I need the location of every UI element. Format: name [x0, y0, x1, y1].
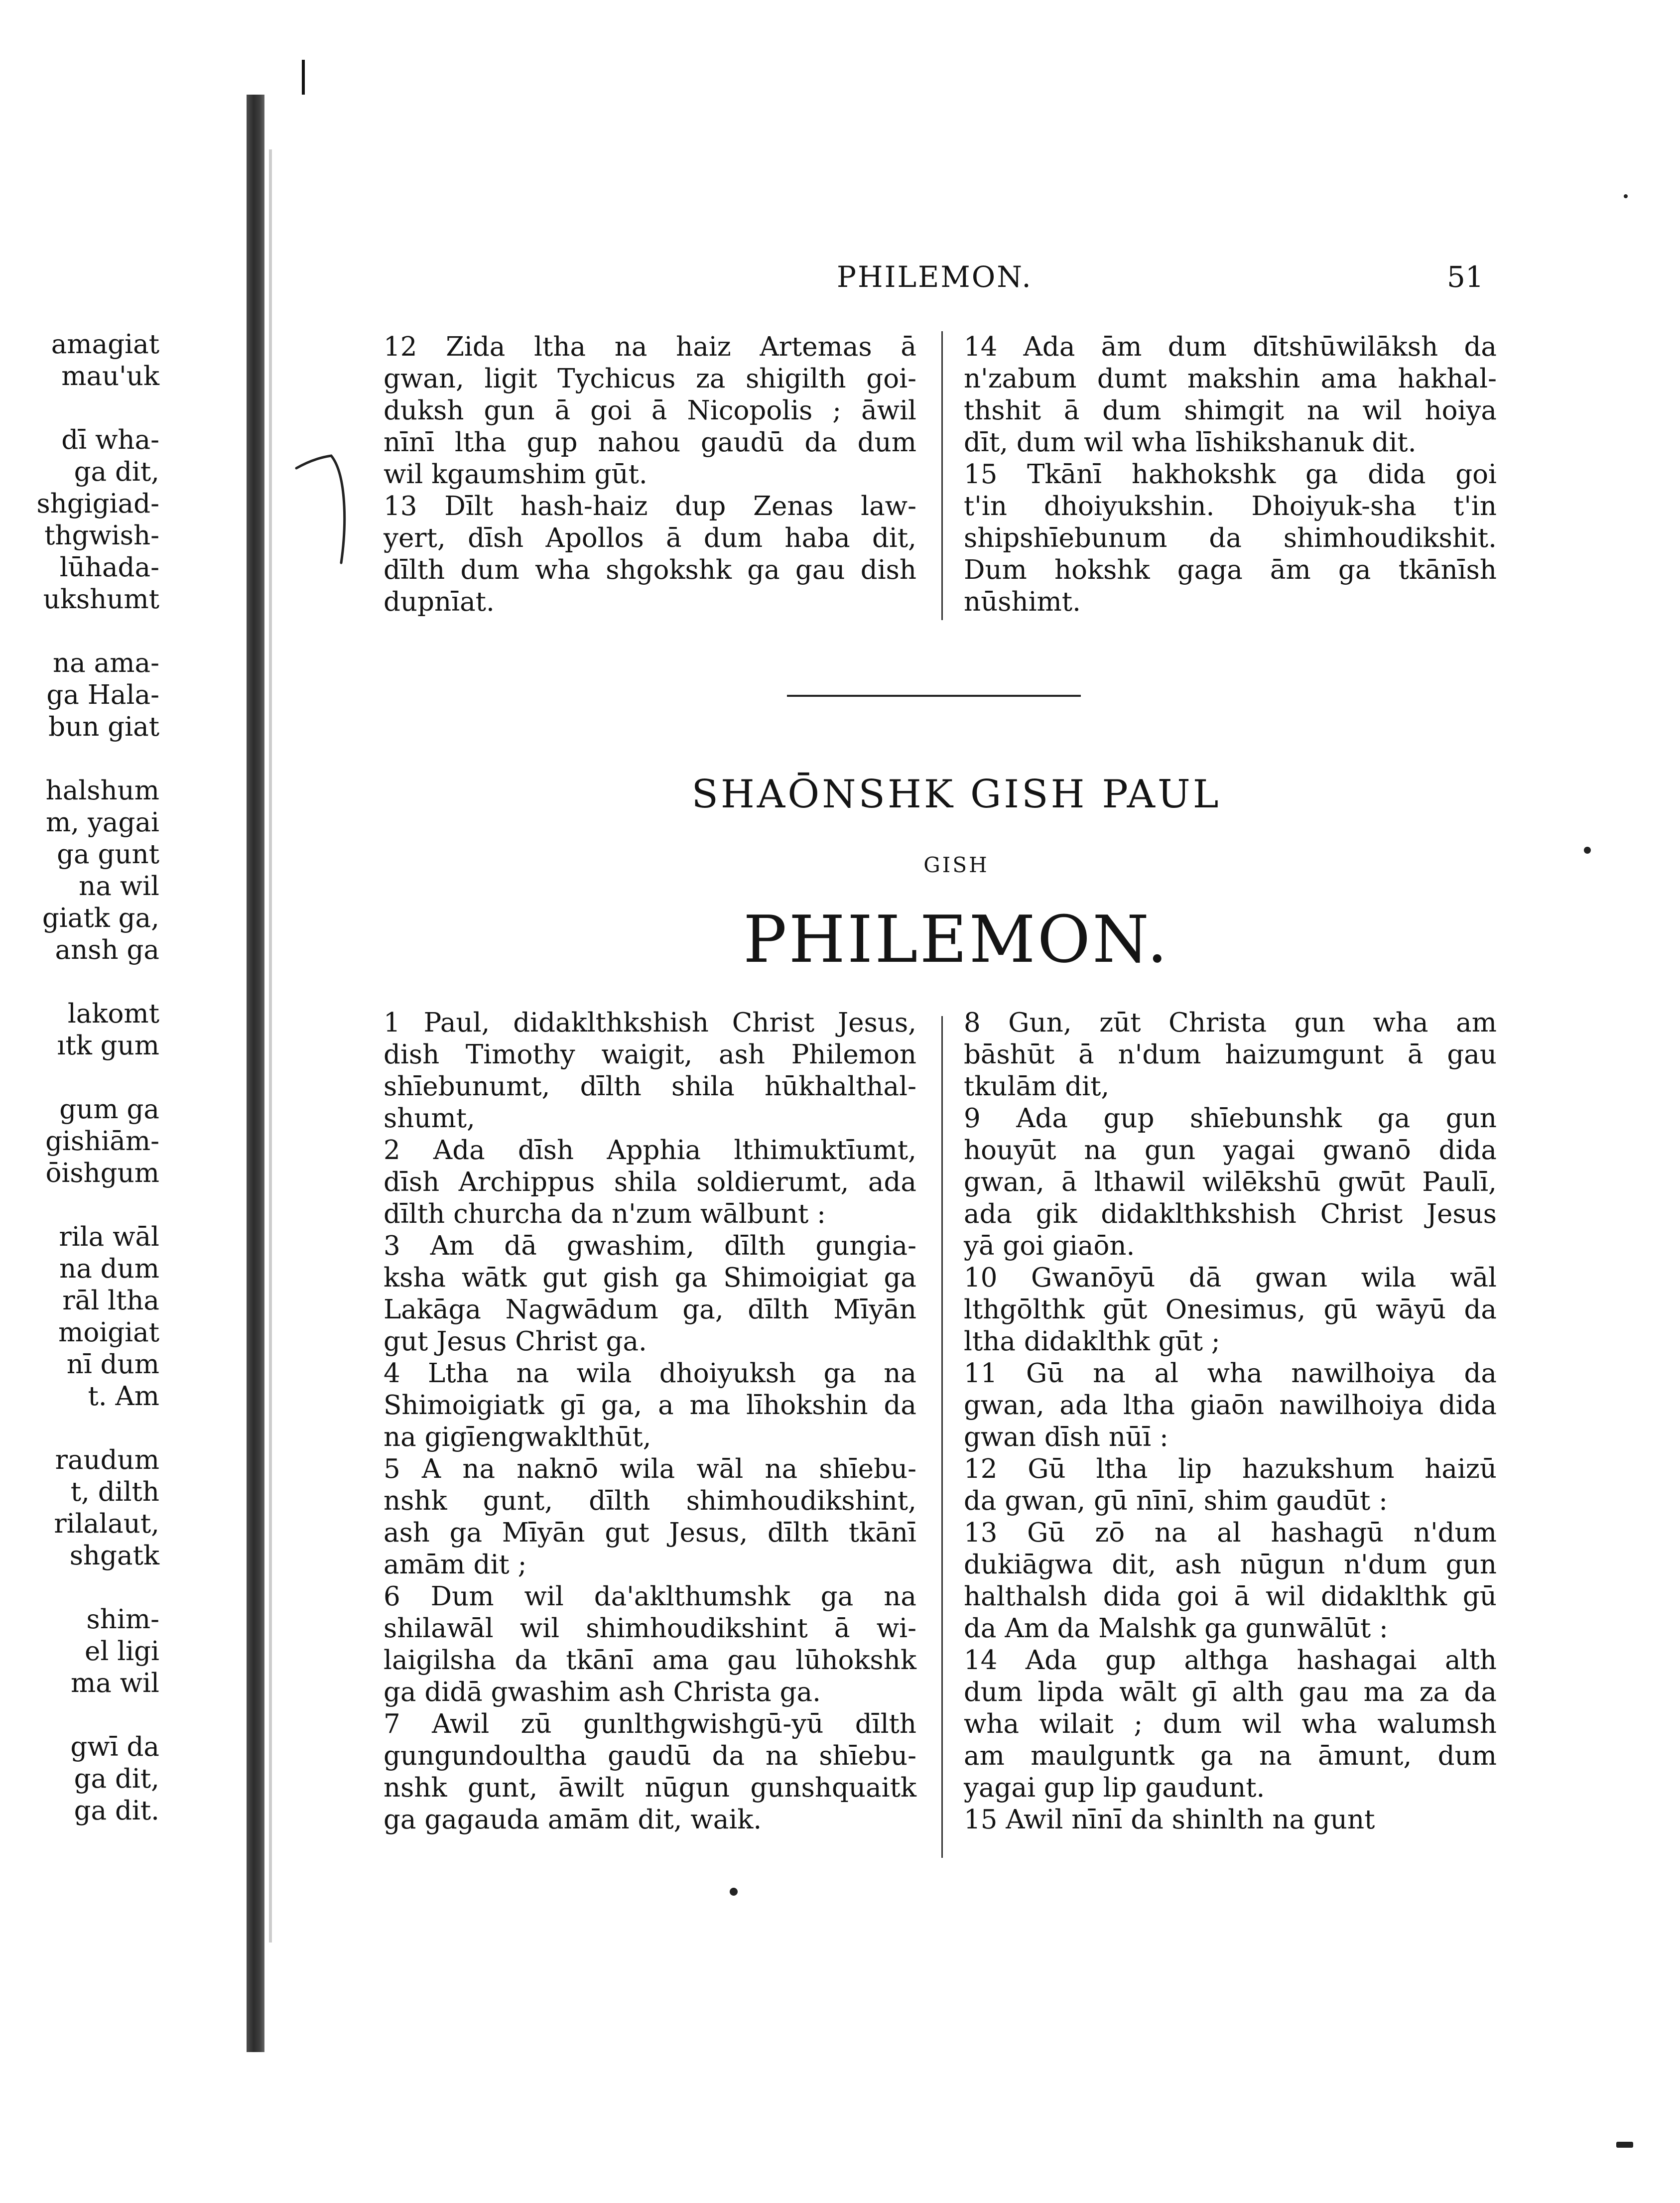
- facing-fragment-line: lakomt: [67, 999, 159, 1029]
- text-line: dum lipda wālt gī alth gau ma za da: [964, 1677, 1497, 1707]
- main-left-column: [384, 1007, 916, 1836]
- section-rule: [787, 695, 1081, 697]
- text-line: gwan, ada ltha giaōn nawilhoiya dida: [964, 1390, 1497, 1421]
- text-line: 5 A na naknō wila wāl na shīebu-: [384, 1454, 916, 1484]
- text-line: 14 Ada gup althga hashagai alth: [964, 1645, 1497, 1676]
- text-line: gungundoultha gaudū da na shīebu-: [384, 1741, 916, 1771]
- text-line: dukiāgwa dit, ash nūgun n'dum gun: [964, 1550, 1497, 1580]
- facing-fragment-line: rilalaut,: [54, 1509, 159, 1539]
- text-line: 13 Gū zō na al hashagū n'dum: [964, 1518, 1497, 1548]
- text-line: gwan dīsh nūī :: [964, 1422, 1168, 1452]
- facing-fragment-line: gishiām-: [45, 1126, 159, 1157]
- facing-fragment-line: ansh ga: [55, 935, 159, 965]
- facing-fragment-line: na wil: [79, 871, 159, 902]
- facing-fragment-group: [0, 1221, 159, 1413]
- facing-fragment-line: mau'uk: [61, 361, 159, 391]
- facing-fragment-group: [0, 775, 159, 966]
- text-line: shilawāl wil shimhoudikshint ā wi-: [384, 1613, 916, 1644]
- facing-fragment-line: moigiat: [58, 1317, 159, 1348]
- binding-shadow: [269, 149, 272, 1943]
- text-line: dupnīat.: [384, 587, 495, 617]
- column-divider-main: [941, 1016, 943, 1858]
- text-line: thshit ā dum shimgit na wil hoiya: [964, 395, 1497, 426]
- book-main-title: PHILEMON.: [743, 902, 1169, 977]
- ink-speck: [1624, 194, 1628, 198]
- facing-fragment-line: amagiat: [51, 329, 159, 360]
- text-line: 14 Ada ām dum dītshūwilāksh da: [964, 332, 1497, 362]
- text-line: 2 Ada dīsh Apphia lthimuktīumt,: [384, 1135, 916, 1166]
- text-line: Shimoigiatk gī ga, a ma līhokshin da: [384, 1390, 916, 1421]
- text-line: Lakāga Nagwādum ga, dīlth Mīyān: [384, 1295, 916, 1325]
- text-line: 15 Tkānī hakhokshk ga dida goi: [964, 459, 1497, 490]
- text-line: 3 Am dā gwashim, dīlth gungia-: [384, 1231, 916, 1261]
- text-line: yert, dīsh Apollos ā dum haba dit,: [384, 523, 916, 553]
- text-line: 12 Zida ltha na haiz Artemas ā: [384, 332, 916, 362]
- text-line: da gwan, gū nīnī, shim gaudūt :: [964, 1486, 1388, 1516]
- text-line: 11 Gū na al wha nawilhoiya da: [964, 1358, 1497, 1389]
- text-line: 13 Dīlt hash-haiz dup Zenas law-: [384, 491, 916, 521]
- text-line: 9 Ada gup shīebunshk ga gun: [964, 1103, 1497, 1134]
- running-title: PHILEMON.: [837, 260, 1033, 294]
- text-line: ksha wātk gut gish ga Shimoigiat ga: [384, 1263, 916, 1293]
- text-line: gwan, ā lthawil wilēkshū gwūt Paulī,: [964, 1167, 1497, 1197]
- facing-fragment-group: [0, 329, 159, 392]
- facing-fragment-line: thgwish-: [44, 520, 159, 551]
- text-line: duksh gun ā goi ā Nicopolis ; āwil: [384, 395, 916, 426]
- facing-page-fragments: [0, 329, 159, 1859]
- facing-fragment-line: na dum: [59, 1254, 159, 1284]
- facing-fragment-line: el ligi: [85, 1636, 159, 1667]
- facing-fragment-line: nī dum: [66, 1349, 159, 1380]
- facing-fragment-group: [0, 648, 159, 743]
- text-line: shumt,: [384, 1103, 475, 1134]
- binding-gutter: [247, 95, 264, 2052]
- text-line: lthgōlthk gūt Onesimus, gū wāyū da: [964, 1295, 1497, 1325]
- facing-fragment-group: [0, 1444, 159, 1572]
- text-line: bāshūt ā n'dum haizumgunt ā gau: [964, 1039, 1497, 1070]
- text-line: laigilsha da tkānī ama gau lūhokshk: [384, 1645, 916, 1676]
- text-line: am maulguntk ga na āmunt, dum: [964, 1741, 1497, 1771]
- text-line: nshk gunt, dīlth shimhoudikshint,: [384, 1486, 916, 1516]
- text-line: gwan, ligit Tychicus za shigilth goi-: [384, 364, 916, 394]
- text-line: na gigīengwaklthūt,: [384, 1422, 651, 1452]
- facing-fragment-line: ga gunt: [57, 839, 159, 870]
- text-line: dīsh Archippus shila soldierumt, ada: [384, 1167, 916, 1197]
- text-line: wil kgaumshim gūt.: [384, 459, 647, 490]
- book-heading-line1: SHAŌNSHK GISH PAUL: [691, 772, 1221, 817]
- facing-fragment-line: ga dit,: [74, 1764, 159, 1794]
- facing-fragment-line: ga dit,: [74, 457, 159, 487]
- facing-fragment-group: [0, 1094, 159, 1189]
- text-line: amām dit ;: [384, 1550, 527, 1580]
- pen-mark-icon: [294, 453, 359, 573]
- facing-fragment-line: gwī da: [70, 1732, 159, 1762]
- column-divider-top: [941, 331, 943, 620]
- text-line: 1 Paul, didaklthkshish Christ Jesus,: [384, 1008, 916, 1038]
- text-line: ga didā gwashim ash Christa ga.: [384, 1677, 821, 1707]
- facing-fragment-line: gum ga: [59, 1094, 159, 1125]
- facing-fragment-line: raudum: [55, 1445, 159, 1475]
- text-line: 4 Ltha na wila dhoiyuksh ga na: [384, 1358, 916, 1389]
- book-heading-line2: GISH: [923, 853, 989, 877]
- text-line: dīlth churcha da n'zum wālbunt :: [384, 1199, 826, 1229]
- facing-fragment-line: t. Am: [88, 1381, 159, 1412]
- text-line: n'zabum dumt makshin ama hakhal-: [964, 364, 1497, 394]
- ink-speck: [1584, 847, 1591, 854]
- text-line: dīlth dum wha shgokshk ga gau dish: [384, 555, 916, 585]
- facing-fragment-line: lūhada-: [59, 552, 159, 583]
- facing-fragment-line: shim-: [86, 1604, 159, 1635]
- facing-fragment-group: [0, 1604, 159, 1699]
- text-line: ltha didaklthk gūt ;: [964, 1326, 1220, 1357]
- text-line: ada gik didaklthkshish Christ Jesus: [964, 1199, 1497, 1229]
- text-line: 10 Gwanōyū dā gwan wila wāl: [964, 1263, 1497, 1293]
- text-line: shīebunumt, dīlth shila hūkhalthal-: [384, 1071, 916, 1102]
- top-right-column: [964, 331, 1497, 618]
- main-right-column: [964, 1007, 1497, 1836]
- text-line: dish Timothy waigit, ash Philemon: [384, 1039, 916, 1070]
- facing-fragment-group: [0, 998, 159, 1062]
- text-line: tkulām dit,: [964, 1071, 1110, 1102]
- text-line: dīt, dum wil wha līshikshanuk dit.: [964, 427, 1417, 458]
- facing-fragment-line: dī wha-: [61, 425, 159, 455]
- facing-fragment-group: [0, 424, 159, 616]
- text-line: 15 Awil nīnī da shinlth na gunt: [964, 1805, 1375, 1835]
- facing-fragment-line: ıtk gum: [57, 1031, 159, 1061]
- text-line: t'in dhoiyukshin. Dhoiyuk-sha t'in: [964, 491, 1497, 521]
- text-line: 8 Gun, zūt Christa gun wha am: [964, 1008, 1497, 1038]
- text-line: nūshimt.: [964, 587, 1081, 617]
- facing-fragment-line: bun giat: [48, 712, 159, 742]
- text-line: shipshīebunum da shimhoudikshit.: [964, 523, 1497, 553]
- facing-fragment-line: na ama-: [53, 648, 159, 678]
- facing-fragment-line: shgatk: [69, 1541, 159, 1571]
- facing-fragment-line: rila wāl: [59, 1222, 159, 1252]
- facing-fragment-line: ga dit.: [74, 1796, 159, 1826]
- top-left-column: [384, 331, 916, 618]
- page-number: 51: [1447, 260, 1484, 294]
- text-line: da Am da Malshk ga gunwālūt :: [964, 1613, 1388, 1644]
- top-tick-mark: [302, 60, 305, 95]
- facing-fragment-line: giatk ga,: [42, 903, 159, 933]
- text-line: 6 Dum wil da'aklthumshk ga na: [384, 1581, 916, 1612]
- facing-fragment-group: [0, 1731, 159, 1827]
- text-line: halthalsh dida goi ā wil didaklthk gū: [964, 1581, 1497, 1612]
- text-line: ga gagauda amām dit, waik.: [384, 1805, 762, 1835]
- text-line: yā goi giaōn.: [964, 1231, 1135, 1261]
- facing-fragment-line: ōishgum: [45, 1158, 159, 1188]
- facing-fragment-line: t, dilth: [70, 1477, 159, 1507]
- text-line: ash ga Mīyān gut Jesus, dīlth tkānī: [384, 1518, 916, 1548]
- text-line: 7 Awil zū gunlthgwishgū-yū dīlth: [384, 1709, 916, 1739]
- text-line: gut Jesus Christ ga.: [384, 1326, 647, 1357]
- text-line: nīnī ltha gup nahou gaudū da dum: [384, 427, 916, 458]
- facing-fragment-line: halshum: [45, 776, 159, 806]
- ink-speck: [1616, 2142, 1633, 2148]
- text-line: houyūt na gun yagai gwanō dida: [964, 1135, 1497, 1166]
- text-line: nshk gunt, āwilt nūgun gunshquaitk: [384, 1773, 916, 1803]
- facing-fragment-line: ma wil: [71, 1668, 159, 1698]
- text-line: Dum hokshk gaga ām ga tkānīsh: [964, 555, 1497, 585]
- text-line: wha wilait ; dum wil wha walumsh: [964, 1709, 1497, 1739]
- facing-fragment-line: shgigiad-: [36, 489, 159, 519]
- facing-fragment-line: ga Hala-: [46, 680, 159, 710]
- facing-fragment-line: ukshumt: [43, 584, 159, 615]
- text-line: 12 Gū ltha lip hazukshum haizū: [964, 1454, 1497, 1484]
- ink-speck: [730, 1888, 738, 1896]
- facing-fragment-line: m, yagai: [46, 807, 159, 838]
- text-line: yagai gup lip gaudunt.: [964, 1773, 1265, 1803]
- facing-fragment-line: rāl ltha: [62, 1286, 159, 1316]
